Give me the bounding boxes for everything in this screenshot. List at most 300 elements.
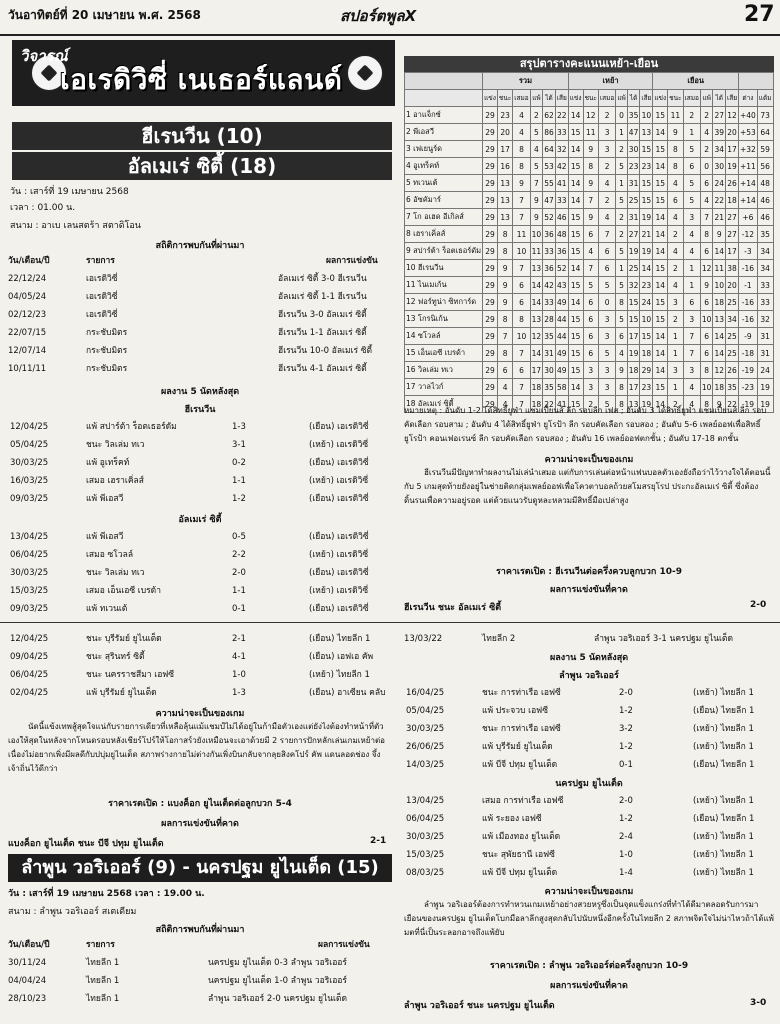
stat-cell: 29 — [483, 294, 498, 311]
stat-cell: 1 — [683, 124, 700, 141]
stat-cell: 15 — [640, 328, 653, 345]
form-score: 2-0 — [619, 796, 633, 806]
h2h-result: ลำพูน วอริเออร์ 3-1 นครปฐม ยูไนเต็ด — [594, 634, 733, 644]
stat-cell: 15 — [568, 124, 583, 141]
form-date: 30/03/25 — [10, 458, 49, 468]
col-date: วัน/เดือน/ปี — [8, 256, 50, 266]
stat-cell: 5 — [616, 243, 627, 260]
stat-cell: 15 — [568, 158, 583, 175]
form-opponent: แพ้ อูเทร็คท์ — [86, 458, 130, 468]
issue-date: วันอาทิตย์ที่ 20 เมษายน พ.ศ. 2568 — [8, 8, 201, 22]
team-name: 1 อาแจ็กซ์ — [405, 107, 483, 124]
stat-cell: 32 — [757, 311, 773, 328]
stat-cell: 18 — [530, 396, 543, 413]
sub-header-cell: แข่ง — [653, 90, 668, 107]
home-form-title: ฮีเรนวีน — [184, 405, 216, 415]
h2h-title: สถิติการพบกันที่ผ่านมา — [155, 241, 245, 251]
form-opponent: ชนะ นครราชสีมา เอฟซี — [86, 670, 175, 680]
stat-cell: 4 — [583, 243, 598, 260]
form-row — [404, 684, 774, 702]
stat-cell: 13 — [497, 209, 512, 226]
form-row — [8, 528, 394, 546]
col-result: ผลการแข่งขัน — [318, 940, 370, 950]
stat-cell: 8 — [616, 379, 627, 396]
stat-cell: 3 — [598, 379, 615, 396]
stat-cell: 13 — [640, 124, 653, 141]
stat-cell: 5 — [598, 277, 615, 294]
form-date: 13/04/25 — [10, 532, 49, 542]
stat-cell: 9 — [513, 175, 530, 192]
stat-cell: 8 — [616, 294, 627, 311]
stat-cell: 29 — [483, 277, 498, 294]
standings-title: สรุปตารางคะแนนเหย้า-เยือน — [404, 56, 774, 72]
stat-cell: 3 — [598, 311, 615, 328]
stat-cell: 9 — [583, 175, 598, 192]
stat-cell: 7 — [513, 379, 530, 396]
stat-cell: 19 — [757, 379, 773, 396]
form-score: 0-1 — [619, 760, 633, 770]
match3-home-form — [404, 684, 774, 774]
prediction-score: 2-0 — [750, 600, 767, 610]
stat-cell: 3 — [598, 141, 615, 158]
match3-price: ราคาเรตเปิด : ลำพูน วอริเออร์ต่อครึ่งลูกบวก 10-9 — [489, 961, 689, 971]
prediction-title: ผลการแข่งขันที่คาด — [550, 585, 628, 595]
form-opponent: ชนะ การท่าเรือ เอฟซี — [482, 688, 561, 698]
h2h-competition: กระชับมิตร — [86, 328, 128, 338]
stat-cell: 12 — [583, 107, 598, 124]
stat-cell: 7 — [513, 192, 530, 209]
h2h-result: อัลเมเร่ ซิตี้ 1-1 ฮีเรนวีน — [278, 292, 367, 302]
stat-cell: 4 — [513, 124, 530, 141]
stat-cell: 46 — [555, 209, 568, 226]
team-name: 7 โก อเฮด อีเกิลส์ — [405, 209, 483, 226]
standings-row — [405, 175, 774, 192]
stat-cell: 33 — [543, 294, 556, 311]
stat-cell: 15 — [653, 141, 668, 158]
match2-pred-title: ผลการแข่งขันที่คาด — [161, 819, 239, 829]
stat-cell: 24 — [757, 362, 773, 379]
form-score: 1-0 — [232, 670, 246, 680]
opening-price: ราคาเรตเปิด : ฮีเรนวีนต่อครึ่งควบลูกบวก 10-9 — [495, 567, 683, 577]
match2-prob-title: ความน่าจะเป็นของเกม — [155, 709, 245, 719]
stat-cell: 13 — [530, 260, 543, 277]
stat-cell: 10 — [713, 277, 726, 294]
h2h-competition: กระชับมิตร — [86, 364, 128, 374]
stat-cell: 11 — [513, 226, 530, 243]
form-opponent: เสมอ ซโวลล์ — [86, 550, 134, 560]
stat-cell: 29 — [483, 226, 498, 243]
form-row — [8, 630, 394, 648]
sub-header-cell: เสีย — [726, 90, 739, 107]
form-score: 1-2 — [619, 706, 633, 716]
stat-cell: 17 — [530, 362, 543, 379]
team-name: 6 อัซคัมาร์ — [405, 192, 483, 209]
blank-cell — [405, 73, 483, 90]
masthead-logo: สปอร์ตพูลX — [340, 7, 417, 25]
stat-cell: 6 — [513, 277, 530, 294]
stat-cell: -19 — [739, 396, 758, 413]
h2h-date: 22/12/24 — [8, 274, 47, 284]
stat-cell: 26 — [726, 175, 739, 192]
football-icon — [346, 54, 384, 92]
form-date: 05/04/25 — [10, 440, 49, 450]
h2h-date: 28/10/23 — [8, 994, 47, 1004]
stat-cell: 29 — [483, 158, 498, 175]
stat-cell: 19 — [640, 396, 653, 413]
stat-cell: 9 — [497, 260, 512, 277]
stat-cell: 34 — [726, 311, 739, 328]
form-score: 1-4 — [619, 868, 633, 878]
form-opponent: แพ้ บุรีรัมย์ ยูไนเต็ด — [86, 688, 157, 698]
form-opponent: ชนะ การท่าเรือ เอฟซี — [482, 724, 561, 734]
match3-pred-title: ผลการแข่งขันที่คาด — [550, 981, 628, 991]
stat-cell: 73 — [757, 107, 773, 124]
stat-cell: 7 — [513, 396, 530, 413]
stat-cell: 15 — [627, 311, 640, 328]
stat-cell: 19 — [640, 209, 653, 226]
stat-cell: 29 — [483, 209, 498, 226]
stat-cell: -23 — [739, 379, 758, 396]
stat-cell: 29 — [483, 243, 498, 260]
stat-cell: 18 — [640, 345, 653, 362]
stat-cell: 9 — [700, 277, 713, 294]
stat-cell: 5 — [530, 124, 543, 141]
stat-cell: 4 — [616, 345, 627, 362]
stat-cell: 31 — [627, 175, 640, 192]
standings-group-row — [405, 73, 774, 90]
form-score: 0-5 — [232, 532, 246, 542]
standings-row — [405, 158, 774, 175]
page-header — [0, 0, 780, 36]
form-score: 4-1 — [232, 652, 246, 662]
stat-cell: 3 — [598, 328, 615, 345]
h2h-row — [8, 972, 394, 990]
form-venue-comp: (เยือน) เอเรดิวิซี่ — [309, 422, 369, 432]
stat-cell: 23 — [497, 107, 512, 124]
stat-cell: 35 — [543, 328, 556, 345]
stat-cell: 29 — [483, 379, 498, 396]
match3-date: วัน : เสาร์ที่ 19 เมษายน 2568 เวลา : 19.00 น. — [8, 889, 205, 899]
stat-cell: 4 — [683, 243, 700, 260]
stat-cell: 14 — [530, 277, 543, 294]
stat-cell: 8 — [497, 226, 512, 243]
team-name: 12 ฟอร์ทูน่า ซิทการ์ด — [405, 294, 483, 311]
form-date: 16/04/25 — [406, 688, 445, 698]
stat-cell: 14 — [568, 141, 583, 158]
stat-cell: 14 — [530, 294, 543, 311]
form-opponent: แพ้ เมืองทอง ยูไนเต็ด — [482, 832, 561, 842]
stat-cell: 49 — [555, 294, 568, 311]
stat-cell: 2 — [616, 209, 627, 226]
stat-cell: 6 — [700, 175, 713, 192]
stat-cell: 8 — [583, 158, 598, 175]
form-opponent: แพ้ ประจวบ เอฟซี — [482, 706, 548, 716]
form-opponent: แพ้ บีจี ปทุม ยูไนเต็ด — [482, 868, 558, 878]
stat-cell: 58 — [555, 379, 568, 396]
form-date: 30/03/25 — [406, 724, 445, 734]
stat-cell: 5 — [683, 141, 700, 158]
stat-cell: 33 — [757, 294, 773, 311]
sub-header-cell: ชนะ — [497, 90, 512, 107]
form-row — [8, 666, 394, 684]
h2h-date: 30/11/24 — [8, 958, 47, 968]
col-competition: รายการ — [86, 940, 115, 950]
match2-prob-text: นัดนี้แข้งเทพสู้สุดใจแน่กับรายการเดียวที่เหลือลุ้นแม้แชมป์ไม่ได้อยู่ในก้ามือตัวเองแต่ยังไงต้องทำหน้าที่ตัวเองให้สุดในหลังจากโหนดรอบหลังเชียร์โปร์ให้โอกาสร์วยังเหมือนจะเอาด้วยมี 2 รายการปักหลักเล่นเกมเหย้าต่อเนื่องไม่อยากเพิ่งมีผลดีกับปบุ่มยูไนเต็ด สภาพร่างกายไม่ต่างกันเพิ่งบินกลับจากลุยสิงคโปร์ คัพ แดนลอดช่อง จึ้งเจ้าถิ่นไว้ดีกว่า — [8, 722, 385, 773]
group-header: เยือน — [653, 73, 739, 90]
form-row — [404, 828, 774, 846]
stat-cell: 4 — [668, 243, 683, 260]
standings-note: หมายเหตุ : อันดับ 1-2 ได้สิทธิ์ยูฟ่า แชมเปี้ยนส์ ลีก รอบลีก เฟส ; อันดับ 3 ได้สิทธิ์ยูฟ่า แชมเปี้ยนส์ ลีก รอบคัดเลือก รอบสาม ; อันดับ 4 ได้สิทธิ์ยูฟ่า ยูโรป้า ลีก รอบคัดเลือก รอบสอง ; อันดับ 5-6 เพลย์ออฟเพื่อสิทธิ์ ยูโรป้า คอนเฟอเรนซ์ ลีก รอบคัดเลือก รอบสอง ; อันดับ 16 เพลย์ออฟตกชั้น ; อันดับ 17-18 ตกชั้น — [404, 406, 767, 443]
stat-cell: -1 — [739, 277, 758, 294]
stat-cell: 52 — [543, 209, 556, 226]
form-score: 1-2 — [619, 742, 633, 752]
form-opponent: ชนะ สุรินทร์ ซิตี้ — [86, 652, 145, 662]
sub-header-cell: เสมอ — [513, 90, 530, 107]
stat-cell: 3 — [683, 311, 700, 328]
stat-cell: 5 — [598, 396, 615, 413]
stat-cell: 14 — [568, 175, 583, 192]
stat-cell: 15 — [653, 260, 668, 277]
stat-cell: 7 — [683, 345, 700, 362]
form-row — [404, 864, 774, 882]
stat-cell: 29 — [483, 260, 498, 277]
form-row — [8, 436, 394, 454]
away-form-title: อัลเมเร่ ซิตี้ — [178, 515, 222, 525]
match3-away-form — [404, 792, 774, 882]
stat-cell: 46 — [757, 192, 773, 209]
form-venue-comp: (เหย้า) ไทยลีก 1 — [693, 724, 754, 734]
stat-cell: 4 — [700, 192, 713, 209]
form-opponent: แพ้ บุรีรัมย์ ยูไนเต็ด — [482, 742, 553, 752]
match3-bar: ลำพูน วอริเออร์ (9) - นครปฐม ยูไนเต็ด (15) — [8, 854, 392, 882]
stat-cell: 15 — [568, 396, 583, 413]
form-venue-comp: (เยือน) ไทยลีก 1 — [693, 814, 755, 824]
form-date: 12/04/25 — [10, 422, 49, 432]
stat-cell: 4 — [683, 396, 700, 413]
h2h-header — [8, 252, 394, 270]
form-score: 1-3 — [232, 422, 246, 432]
header-rule — [0, 34, 780, 36]
h2h-result: ลำพูน วอริเออร์ 2-0 นครปฐม ยูไนเต็ด — [208, 994, 347, 1004]
h2h-row — [8, 270, 394, 288]
stat-cell: 29 — [483, 345, 498, 362]
stat-cell: 6 — [513, 294, 530, 311]
sub-header-cell: แพ้ — [530, 90, 543, 107]
match3-away-title: นครปฐม ยูไนเต็ด — [555, 779, 623, 789]
stat-cell: -16 — [739, 260, 758, 277]
form-date: 13/04/25 — [406, 796, 445, 806]
match-date: วัน : เสาร์ที่ 19 เมษายน 2568 — [10, 187, 129, 197]
team-name: 16 วิลเล่ม ทเว — [405, 362, 483, 379]
h2h-result: ฮีเรนวีน 3-0 อัลเมเร่ ซิตี้ — [278, 310, 367, 320]
form-opponent: ชนะ วิลเล่ม ทเว — [86, 568, 145, 578]
stat-cell: 14 — [653, 345, 668, 362]
stat-cell: 7 — [700, 209, 713, 226]
stat-cell: 34 — [757, 260, 773, 277]
h2h-competition: กระชับมิตร — [86, 346, 128, 356]
stat-cell: 5 — [683, 175, 700, 192]
stat-cell: 22 — [543, 396, 556, 413]
standings-row — [405, 379, 774, 396]
match3-h2h-last — [404, 630, 774, 648]
stat-cell: 15 — [653, 294, 668, 311]
stat-cell: 35 — [757, 226, 773, 243]
form-venue-comp: (เหย้า) เอเรดิวิซี่ — [309, 440, 369, 450]
sub-header-cell: เสีย — [555, 90, 568, 107]
h2h-date: 04/05/24 — [8, 292, 47, 302]
stat-cell: 8 — [668, 141, 683, 158]
stat-cell: 1 — [616, 260, 627, 277]
form-opponent: แพ้ พีเอสวี — [86, 494, 124, 504]
form-score: 1-1 — [232, 586, 246, 596]
sub-header-cell: ชนะ — [583, 90, 598, 107]
form-venue-comp: (เหย้า) ไทยลีก 1 — [693, 850, 754, 860]
stat-cell: 28 — [543, 311, 556, 328]
team-name: 2 พีเอสวี — [405, 124, 483, 141]
stat-cell: 36 — [555, 243, 568, 260]
stat-cell: 5 — [583, 277, 598, 294]
stat-cell: 9 — [497, 277, 512, 294]
form-row — [404, 756, 774, 774]
form-opponent: ชนะ สุพัยธานี เอฟซี — [482, 850, 555, 860]
stat-cell: 4 — [668, 209, 683, 226]
form-score: 1-2 — [232, 494, 246, 504]
form-score: 2-4 — [619, 832, 633, 842]
stat-cell: 3 — [668, 294, 683, 311]
page-number: 27 — [744, 2, 775, 27]
stat-cell: 44 — [555, 328, 568, 345]
stat-cell: 8 — [513, 158, 530, 175]
form-row — [8, 600, 394, 618]
h2h-date: 10/11/11 — [8, 364, 47, 374]
standings-row — [405, 328, 774, 345]
stat-cell: 13 — [627, 396, 640, 413]
form-row — [404, 846, 774, 864]
h2h-row — [404, 630, 774, 648]
stat-cell: 36 — [543, 260, 556, 277]
stat-cell: 18 — [713, 379, 726, 396]
h2h-result: นครปฐม ยูไนเต็ด 0-3 ลำพูน วอริเออร์ — [208, 958, 347, 968]
stat-cell: 6 — [598, 260, 615, 277]
stat-cell: 3 — [683, 209, 700, 226]
stat-cell: 14 — [568, 294, 583, 311]
form-date: 06/04/25 — [10, 670, 49, 680]
stat-cell: 8 — [497, 311, 512, 328]
prob-title: ความน่าจะเป็นของเกม — [544, 455, 634, 465]
stat-cell: 15 — [568, 243, 583, 260]
banner-title: เอเรดิวิซี่ เนเธอร์แลนด์ — [60, 63, 343, 96]
group-header: เหย้า — [568, 73, 653, 90]
stat-cell: 55 — [543, 175, 556, 192]
stat-cell: 53 — [543, 158, 556, 175]
form-venue-comp: (เหย้า) เอเรดิวิซี่ — [309, 586, 369, 596]
stat-cell: 39 — [713, 124, 726, 141]
stat-cell: 12 — [726, 107, 739, 124]
form-venue-comp: (เยือน) เอเรดิวิซี่ — [309, 532, 369, 542]
stat-cell: 24 — [713, 175, 726, 192]
stat-cell: 21 — [640, 226, 653, 243]
form-venue-comp: (เหย้า) ไทยลีก 1 — [693, 832, 754, 842]
team-name: 9 สปาร์ต้า ร็อตเธอร์ดัม — [405, 243, 483, 260]
team-name: 13 โกรนิเก้น — [405, 311, 483, 328]
stat-cell: 9 — [713, 396, 726, 413]
stat-cell: 7 — [497, 328, 512, 345]
stat-cell: 5 — [598, 345, 615, 362]
prediction: ฮีเรนวีน ชนะ อัลเมเร่ ซิตี้ — [404, 603, 502, 613]
stat-cell: 22 — [713, 192, 726, 209]
form-opponent: แพ้ ระยอง เอฟซี — [482, 814, 542, 824]
stat-cell: 14 — [713, 328, 726, 345]
stat-cell: 8 — [497, 243, 512, 260]
form-opponent: แพ้ บีจี ปทุม ยูไนเต็ด — [482, 760, 558, 770]
stat-cell: 19 — [757, 396, 773, 413]
stat-cell: -18 — [739, 345, 758, 362]
stat-cell: 29 — [483, 311, 498, 328]
stat-cell: 59 — [757, 141, 773, 158]
form-venue-comp: (เยือน) เอเรดิวิซี่ — [309, 494, 369, 504]
stat-cell: 52 — [555, 260, 568, 277]
stat-cell: 6 — [616, 328, 627, 345]
sub-header-cell: แพ้ — [700, 90, 713, 107]
match3-home-title: ลำพูน วอริเออร์ — [559, 671, 619, 681]
match3-venue: สนาม : ลำพูน วอริเออร์ สเตเดียม — [8, 907, 137, 917]
form-row — [8, 454, 394, 472]
col-competition: รายการ — [86, 256, 115, 266]
stat-cell: 29 — [483, 362, 498, 379]
stat-cell: +53 — [739, 124, 758, 141]
form-date: 09/03/25 — [10, 494, 49, 504]
stat-cell: 3 — [668, 362, 683, 379]
h2h-date: 02/12/23 — [8, 310, 47, 320]
form-opponent: ชนะ วิลเล่ม ทเว — [86, 440, 145, 450]
stat-cell: 27 — [627, 226, 640, 243]
stat-cell: 4 — [497, 379, 512, 396]
home-form-list — [8, 418, 394, 508]
stat-cell: 34 — [713, 141, 726, 158]
section-divider — [0, 622, 780, 623]
col-date: วัน/เดือน/ปี — [8, 940, 50, 950]
form-row — [8, 648, 394, 666]
stat-cell: 19 — [627, 345, 640, 362]
stat-cell: 20 — [726, 277, 739, 294]
form-score: 2-0 — [619, 688, 633, 698]
away-form-list — [8, 528, 394, 618]
stat-cell: 9 — [583, 141, 598, 158]
stat-cell: 33 — [555, 192, 568, 209]
stat-cell: -16 — [739, 311, 758, 328]
stat-cell: 25 — [627, 192, 640, 209]
stat-cell: 2 — [598, 158, 615, 175]
stat-cell: 15 — [653, 311, 668, 328]
stat-cell: 38 — [726, 260, 739, 277]
standings-row — [405, 124, 774, 141]
team-name: 11 ไนเมเก้น — [405, 277, 483, 294]
section-banner — [12, 40, 395, 106]
stat-cell: 23 — [640, 158, 653, 175]
form-score: 0-2 — [232, 458, 246, 468]
blank-cell — [405, 90, 483, 107]
form-opponent: ชนะ บุรีรัมย์ ยูไนเต็ด — [86, 634, 162, 644]
stat-cell: 6 — [583, 345, 598, 362]
stat-cell: 2 — [700, 107, 713, 124]
stat-cell: 4 — [530, 141, 543, 158]
stat-cell: 30 — [543, 362, 556, 379]
standings-row — [405, 345, 774, 362]
form-score: 1-1 — [232, 476, 246, 486]
h2h-date: 12/07/14 — [8, 346, 47, 356]
stat-cell: -3 — [739, 243, 758, 260]
stat-cell: 6 — [700, 294, 713, 311]
